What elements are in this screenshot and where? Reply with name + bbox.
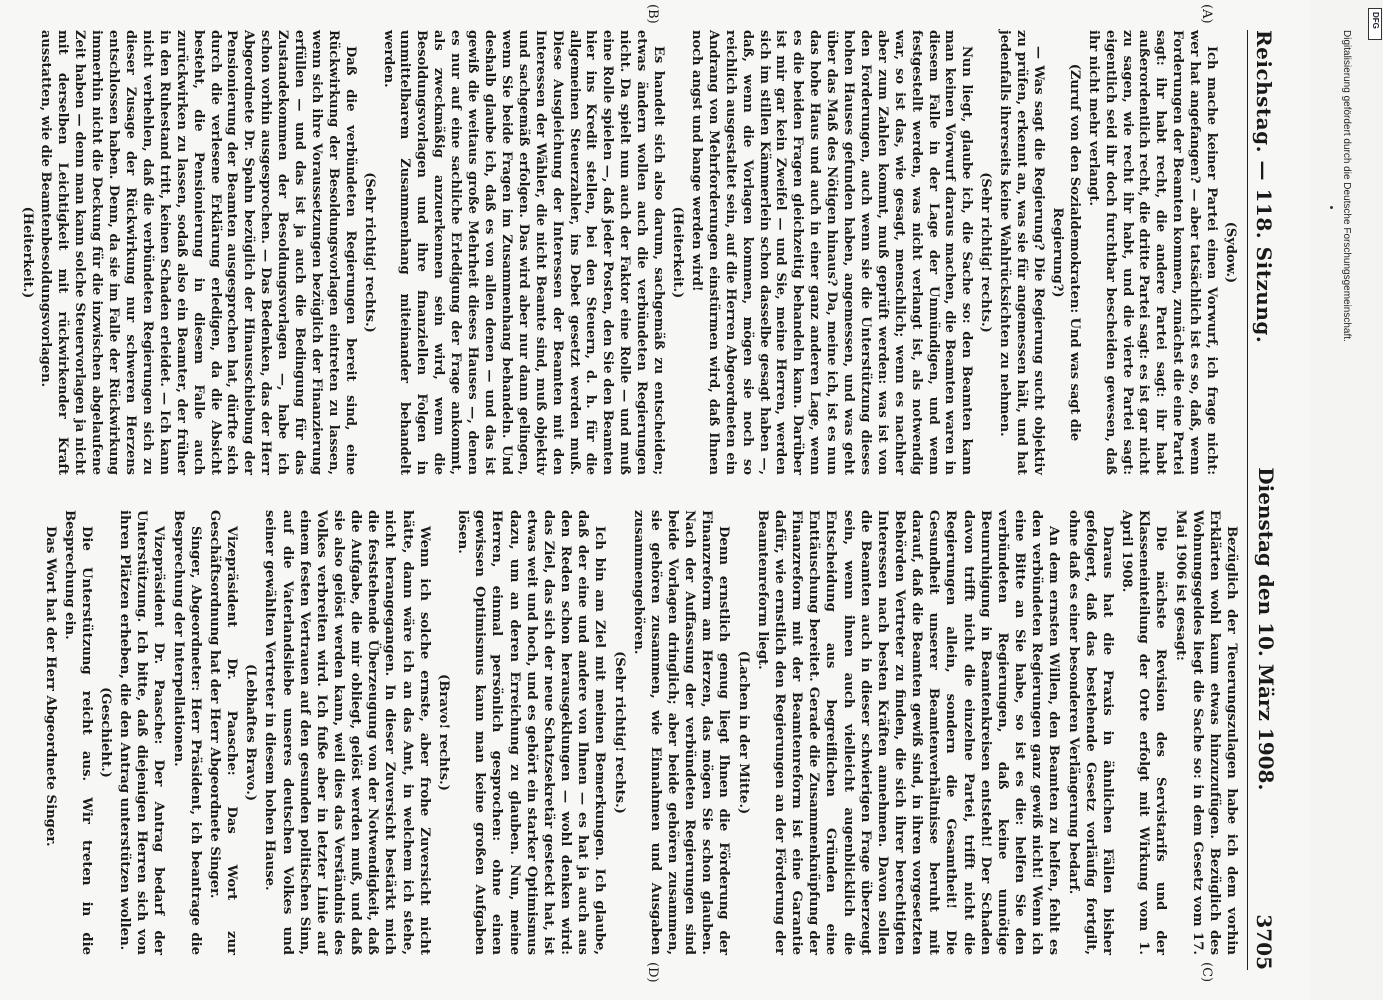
- paragraph: Vizepräsident Dr. Paasche: Das Wort zur Geschäftsordnung hat der Herr Abgeordnete Singer.: [206, 510, 240, 955]
- interjection: (Sehr richtig! rechts.): [978, 172, 994, 333]
- interjection: (Zuruf von den Sozialdemokraten: Und was sagt die Regierung?): [1049, 63, 1082, 442]
- interjection: (Sehr richtig! rechts.): [611, 651, 627, 814]
- paragraph: Die Unterstützung reicht aus. Wir treten in die Besprechung ein.: [61, 510, 94, 955]
- paragraph: Bezüglich der Teuerungszulagen habe ich dem vorhin Erklärten wohl kaum etwas hinzuzufügen. Bezüglich des Wohnungsgeldes liegt die Sache so: in dem Gesetz vom 17. Mai 1906 ist gesagt:: [1172, 510, 1239, 955]
- margin-marker-d: (D): [645, 962, 660, 983]
- interjection: (Sydow.): [1223, 221, 1238, 284]
- paragraph: Ich mache keiner Partei einen Vorwurf, ich frage nicht: wer hat angefangen? — aber tatsächlich ist es so, daß, wenn Forderungen der Beamten kommen, zunächst die eine Partei sagt: ihr habt recht, die andere Partei sagt: ihr habt außerordentlich recht, die dritte Partei sagt: es ist gar nicht zu sagen, wie recht ihr habt, und die vierte Partei sagt: eigentlich seid ihr doch furchtbar bescheiden gewesen, daß ihr nicht mehr verlangt.: [1085, 30, 1220, 476]
- interjection: (Heiterkeit.): [19, 206, 35, 299]
- paragraph: Ich bin am Ziel mit meinen Bemerkungen. Ich glaube, daß der eine und andere von Ihnen — es hat ja auch aus den Reden schon herausgeklungen — wohl denken wird: das Ziel, das sich der neue Schatzsekretär gesteckt hat, ist etwas weit und hoch, und es gehört ein starker Optimismus dazu, um an deren Erreichung zu glauben. Nun, meine Herren, einmal persönlich gesprochen: ohne einen gewissen Optimismus kann man keine großen Aufgaben lösen.: [455, 510, 608, 955]
- paragraph: — Was sagt die Regierung? Die Regierung sucht objektiv zu prüfen, erkennt an, was sie für angemessen hält, und hat jedenfalls ihrerseits keine Wahlrücksichten zu nehmen.: [997, 30, 1047, 475]
- interjection: (Sehr richtig! rechts.): [361, 172, 377, 333]
- interjection: (Geschieht.): [98, 687, 113, 778]
- interjection: (Lebhaftes Bravo.): [243, 663, 259, 802]
- paragraph: Die nächste Revision des Servistarifs und der Klasseneinteilung der Orte erfolgt mit Wirkung vom 1. April 1908.: [1119, 510, 1169, 955]
- paragraph: An dem ernsten Willen, den Beamten zu helfen, fehlt es den verbündeten Regierungen ganz gewiß nicht! Wenn ich eine Bitte an Sie habe, so ist es die: helfen Sie den verbündeten Regierungen, daß keine unnötige Beunruhigung in Beamtenkreisen entsteht! Der Schaden davon trifft nicht die einzelne Partei, trifft nicht die Regierungen allein, sondern die Gesamtheit! Die Gesundheit unserer Beamtenverhältnisse beruht mit darauf, daß die Beamten gewiß sind, in ihren vorgesetzten Behörden Vertreter zu finden, die sich ihrer berechtigten Interessen nach besten Kräften annehmen. Davon sollen die Beamten auch in dieser schwierigen Frage überzeugt sein, wenn ihnen auch vielleicht augenblicklich die Entscheidung aus begreiflichen Gründen eine Enttäuschung bereitet. Gerade die Zusammenknüpfung der Finanzreform mit der Beamtenreform ist eine Garantie dafür, wie ernstlich den Regierungen an der Förderung der Beamtenreform liegt.: [754, 510, 1062, 955]
- scan-speck: [1330, 206, 1333, 209]
- right-text-column: [39, 510, 1240, 955]
- margin-marker-a: (A): [1199, 4, 1214, 24]
- credit-text: Digitalisierung gefördert durch die Deutsche Forschungsgemeinschaft.: [1341, 30, 1352, 342]
- header-session-title: Reichstag. — 118. Sitzung.: [1252, 30, 1276, 344]
- margin-marker-b: (B): [645, 4, 660, 24]
- interjection: (Lachen in der Mitte.): [735, 650, 751, 815]
- paragraph: Vizepräsident Dr. Paasche: Der Antrag bedarf der Unterstützung. Ich bitte, daß diejenigen Herren sich von ihren Plätzen erheben, die den Antrag unterstützen wollen.: [117, 510, 167, 955]
- digitization-credit: [1336, 10, 1356, 990]
- paragraph: Wenn ich solche ernste, aber frohe Zuversicht nicht hätte, dann wäre ich an das Amt, in welchem ich stehe, nicht herangegangen. In dieser Zuversicht bestärkt mich die feststehende Überzeugung von der Notwendigkeit, daß die Aufgabe, die mir obliegt, gelöst werden muß, und daß sie also gelöst werden kann, weil dies das Verständnis des Volkes verbreiten wird. Ich fuße aber in letzter Linie auf einem festen Vertrauen auf den gesunden politischen Sinn, auf die Vaterlandsliebe unseres deutschen Volkes und seiner gewählten Vertreter in diesem hohen Hause.: [262, 510, 432, 955]
- interjection: (Bravo! rechts.): [435, 673, 451, 792]
- paragraph: Das Wort hat der Herr Abgeordnete Singer.: [42, 526, 58, 847]
- paragraph: Nun liegt, glaube ich, die Sache so: den Beamten kann man keinen Vorwurf daraus machen, die Beamten waren in diesem Falle in der Lage der Unmündigen, und wenn festgestellt werden, was nicht verlangt ist, als notwendig war, so ist das, wie gesagt, menschlich; wenn es nachher aber zum Zahlen kommt, muß geprüft werden: was ist von den Forderungen, auch wenn sie die Unterstützung dieses hohen Hauses gefunden haben, angemessen, und was geht über das Maß des Nötigen hinaus? Da, meine ich, ist es nun das hohe Haus und auch in einer ganz anderen Lage, wenn es die beiden Fragen gleichzeitig behandeln kann. Darüber ist mir gar kein Zweifel — und Sie, meine Herren, werden sich im stillen Kämmerlein schon dasselbe gesagt haben —, daß, wenn die Vorlagen kommen, mögen sie noch so reichlich ausgestaltet sein, auf die Herren Abgeordneten ein Andrang von Mehrforderungen einstürmen wird, daß Ihnen noch angst und bange werden wird!: [688, 30, 975, 475]
- header-date: Dienstag den 10. März 1908.: [1254, 467, 1278, 791]
- paragraph: Daraus hat die Praxis in ähnlichen Fällen bisher gefolgert, daß das bestehende Gesetz vorläufig fortgilt, ohne daß es einer besonderen Verlängerung bedarf.: [1065, 510, 1115, 955]
- dfg-logo-text: DFG: [1371, 12, 1380, 29]
- dfg-logo: [1368, 8, 1382, 40]
- interjection: (Heiterkeit.): [670, 206, 685, 299]
- left-text-column: [16, 30, 1240, 475]
- paragraph: Singer, Abgeordneter: Herr Präsident, ich beantrage die Besprechung der Interpellationen.: [170, 510, 203, 955]
- paragraph: Daß die verbündeten Regierungen bereit sind, eine Rückwirkung der Besoldungsvorlagen eintreten zu lassen, wenn sich ihre Voraussetzungen bezüglich der Finanzierung erfüllen — und das ist ja auch die Bedingung für das Zustandekommen der Besoldungsvorlagen —, habe ich schon vorhin ausgesprochen. — Das Bedenken, das der Herr Abgeordnete Dr. Spahn bezüglich der Hinausschiebung der Pensionierung der Beamten ausgesprochen hat, dürfte sich durch die verlesene Erklärung erledigen, da die Absicht besteht, die Pensionierung in diesem Falle auch zurückwirken zu lassen, sodaß also ein Beamter, der früher in den Ruhestand tritt, keinen Schaden erleidet. — Ich kann nicht verhehlen, daß die verbündeten Regierungen sich zu dieser Zusage der Rückwirkung nur schweren Herzens entschlossen haben. Denn, da sie im Falle der Rückwirkung immerhin nicht die Deckung für die inzwischen abgelaufene Zeit haben — denn man kann solche Steuervorlagen ja nicht mit derselben Leichtigkeit mit rückwirkender Kraft ausstatten, wie die Beamtenbesoldungsvorlagen.: [38, 30, 358, 475]
- margin-marker-c: (C): [1199, 962, 1214, 983]
- paragraph: Denn ernstlich genug liegt Ihnen die Förderung der Finanzreform am Herzen, das mögen Sie schon glauben. Nach der Auffassung der verbündeten Regierungen sind beide Vorlagen dringlich; aber beide gehören zusammen, sie gehören zusammen, wie Einnahmen und Ausgaben zusammengehören.: [630, 510, 732, 955]
- page-header: [1247, 30, 1292, 970]
- header-page-number: 3705: [1252, 914, 1276, 970]
- paragraph: Es handelt sich also darum, sachgemäß zu entscheiden; etwas ändern wollen auch die verbündeten Regierungen nicht. Da spielt nun auch der Faktor eine Rolle — und muß eine Rolle spielen —, daß jeder Posten, den Sie den Beamten hier ins Kredit stellen, bei den Steuern, d. h. für die allgemeinen Steuerzahler, ins Debet gesetzt werden muß. Diese Ausgleichung der Interessen der Beamten mit den Interessen der Wähler, die nicht Beamte sind, muß objektiv und sachgemäß erfolgen. Das wird aber nur dann gelingen, wenn Sie beide Fragen im Zusammenhang behandeln. Und deshalb glaube ich, daß es von allen denen — und das ist gewiß die weitaus große Mehrheit dieses Hauses —, denen es nur auf eine sachliche Erledigung der Frage ankommt, als zweckmäßig anzuerkennen sein wird, wenn die Besoldungsvorlagen und ihre finanziellen Folgen in unmittelbarem Zusammenhang miteinander behandelt werden.: [380, 30, 667, 475]
